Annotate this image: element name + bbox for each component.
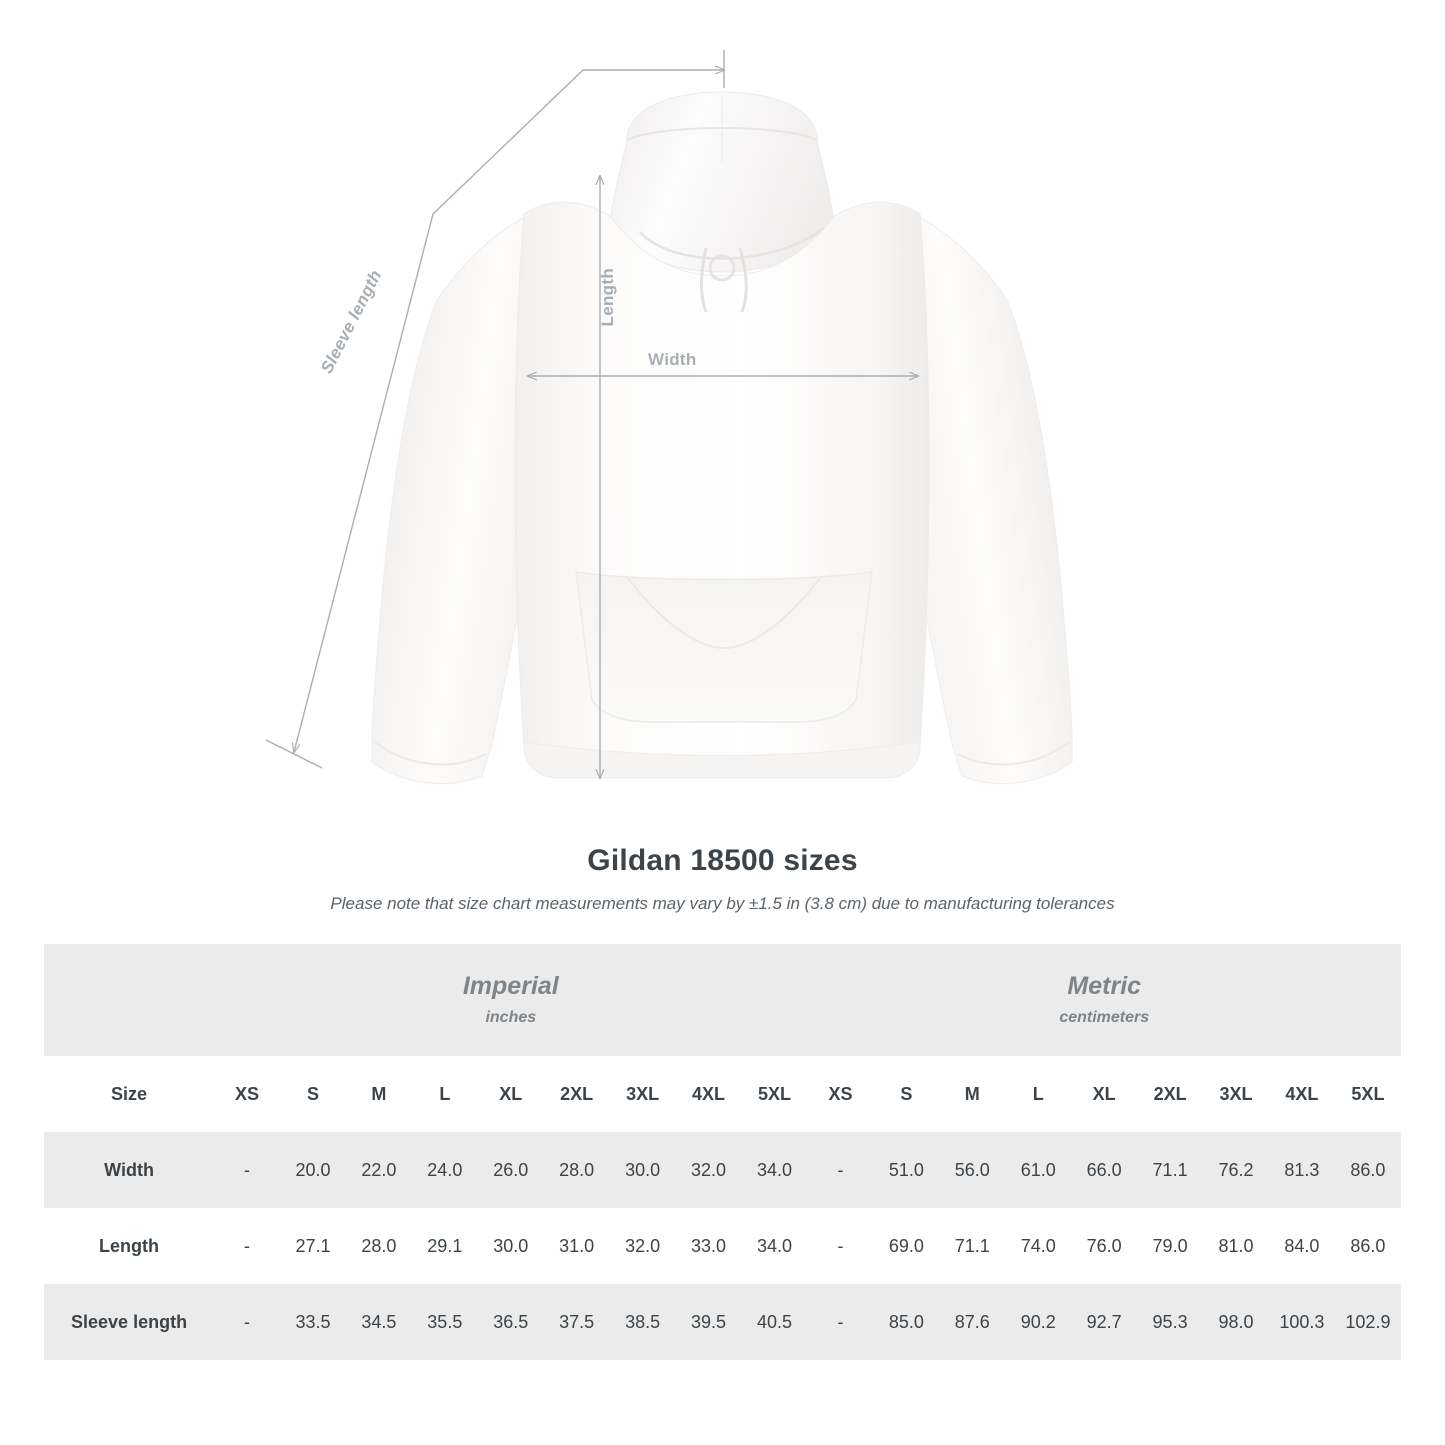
unit-header-imperial	[214, 944, 807, 1056]
column-header-imperial-xl: XL	[478, 1056, 544, 1132]
cell-sleeve-imperial-m: 34.5	[346, 1284, 412, 1360]
length-dimension-label: Length	[598, 268, 617, 327]
cell-length-imperial-s: 27.1	[280, 1208, 346, 1284]
cell-sleeve-imperial-4xl: 39.5	[676, 1284, 742, 1360]
page-title: Gildan 18500 sizes	[587, 844, 858, 877]
cell-sleeve-imperial-3xl: 38.5	[610, 1284, 676, 1360]
row-label-sleeve-length: Sleeve length	[44, 1284, 214, 1360]
cell-length-imperial-xs: -	[214, 1208, 280, 1284]
cell-width-imperial-3xl: 30.0	[610, 1132, 676, 1208]
table-row	[44, 1132, 1401, 1208]
tolerance-note: Please note that size chart measurements may vary by ±1.5 in (3.8 cm) due to manufacturing tolerances	[330, 894, 1115, 913]
column-header-metric-xs: XS	[808, 1056, 874, 1132]
column-header-metric-l: L	[1005, 1056, 1071, 1132]
cell-sleeve-metric-xs: -	[808, 1284, 874, 1360]
cell-width-imperial-4xl: 32.0	[676, 1132, 742, 1208]
cell-length-imperial-4xl: 33.0	[676, 1208, 742, 1284]
column-header-metric-s: S	[873, 1056, 939, 1132]
cell-length-imperial-xl: 30.0	[478, 1208, 544, 1284]
cell-sleeve-imperial-2xl: 37.5	[544, 1284, 610, 1360]
cell-width-imperial-5xl: 34.0	[741, 1132, 807, 1208]
cell-length-imperial-m: 28.0	[346, 1208, 412, 1284]
cell-length-metric-2xl: 79.0	[1137, 1208, 1203, 1284]
cell-width-metric-xs: -	[808, 1132, 874, 1208]
column-header-imperial-4xl: 4XL	[676, 1056, 742, 1132]
cell-sleeve-metric-5xl: 102.9	[1335, 1284, 1401, 1360]
cell-width-metric-xl: 66.0	[1071, 1132, 1137, 1208]
cell-sleeve-imperial-l: 35.5	[412, 1284, 478, 1360]
cell-width-metric-4xl: 81.3	[1269, 1132, 1335, 1208]
cell-sleeve-imperial-s: 33.5	[280, 1284, 346, 1360]
unit-name-metric: Metric	[1067, 972, 1142, 1001]
cell-sleeve-metric-m: 87.6	[939, 1284, 1005, 1360]
cell-length-imperial-2xl: 31.0	[544, 1208, 610, 1284]
column-header-size: Size	[44, 1056, 214, 1132]
cell-sleeve-imperial-xs: -	[214, 1284, 280, 1360]
size-header-row	[44, 1056, 1401, 1132]
cell-length-metric-3xl: 81.0	[1203, 1208, 1269, 1284]
unit-sub-metric: centimeters	[1059, 1008, 1150, 1026]
cell-width-imperial-m: 22.0	[346, 1132, 412, 1208]
width-dimension-label: Width	[648, 350, 697, 369]
table-row	[44, 1284, 1401, 1360]
cell-width-metric-3xl: 76.2	[1203, 1132, 1269, 1208]
cell-length-imperial-l: 29.1	[412, 1208, 478, 1284]
cell-length-metric-m: 71.1	[939, 1208, 1005, 1284]
unit-header-metric	[808, 944, 1402, 1056]
column-header-metric-2xl: 2XL	[1137, 1056, 1203, 1132]
column-header-imperial-3xl: 3XL	[610, 1056, 676, 1132]
cell-length-metric-xl: 76.0	[1071, 1208, 1137, 1284]
column-header-metric-m: M	[939, 1056, 1005, 1132]
sleeve-length-dimension-label: Sleeve length	[317, 266, 386, 377]
cell-sleeve-metric-s: 85.0	[873, 1284, 939, 1360]
table-row	[44, 1208, 1401, 1284]
cell-sleeve-metric-4xl: 100.3	[1269, 1284, 1335, 1360]
column-header-metric-5xl: 5XL	[1335, 1056, 1401, 1132]
title-block	[0, 844, 1445, 914]
cell-length-metric-s: 69.0	[873, 1208, 939, 1284]
column-header-imperial-s: S	[280, 1056, 346, 1132]
cell-sleeve-metric-xl: 92.7	[1071, 1284, 1137, 1360]
cell-sleeve-imperial-xl: 36.5	[478, 1284, 544, 1360]
column-header-imperial-2xl: 2XL	[544, 1056, 610, 1132]
column-header-imperial-xs: XS	[214, 1056, 280, 1132]
size-table	[44, 944, 1401, 1360]
cell-sleeve-imperial-5xl: 40.5	[741, 1284, 807, 1360]
cell-width-metric-2xl: 71.1	[1137, 1132, 1203, 1208]
row-label-width: Width	[44, 1132, 214, 1208]
cell-width-imperial-xl: 26.0	[478, 1132, 544, 1208]
unit-name-imperial: Imperial	[462, 972, 559, 1001]
unit-sub-imperial: inches	[485, 1008, 537, 1026]
cell-width-imperial-2xl: 28.0	[544, 1132, 610, 1208]
column-header-metric-xl: XL	[1071, 1056, 1137, 1132]
cell-length-metric-l: 74.0	[1005, 1208, 1071, 1284]
cell-length-metric-xs: -	[808, 1208, 874, 1284]
cell-length-metric-5xl: 86.0	[1335, 1208, 1401, 1284]
column-header-metric-3xl: 3XL	[1203, 1056, 1269, 1132]
cell-width-metric-l: 61.0	[1005, 1132, 1071, 1208]
cell-width-metric-5xl: 86.0	[1335, 1132, 1401, 1208]
row-label-length: Length	[44, 1208, 214, 1284]
column-header-imperial-m: M	[346, 1056, 412, 1132]
column-header-imperial-l: L	[412, 1056, 478, 1132]
cell-width-imperial-xs: -	[214, 1132, 280, 1208]
cell-length-metric-4xl: 84.0	[1269, 1208, 1335, 1284]
cell-width-imperial-l: 24.0	[412, 1132, 478, 1208]
cell-sleeve-metric-3xl: 98.0	[1203, 1284, 1269, 1360]
column-header-metric-4xl: 4XL	[1269, 1056, 1335, 1132]
cell-length-imperial-3xl: 32.0	[610, 1208, 676, 1284]
cell-width-metric-s: 51.0	[873, 1132, 939, 1208]
size-table-wrapper	[44, 944, 1401, 1360]
unit-header-spacer	[44, 944, 214, 1056]
cell-width-imperial-s: 20.0	[280, 1132, 346, 1208]
cell-width-metric-m: 56.0	[939, 1132, 1005, 1208]
cell-sleeve-metric-l: 90.2	[1005, 1284, 1071, 1360]
column-header-imperial-5xl: 5XL	[741, 1056, 807, 1132]
unit-header-row	[44, 944, 1401, 1056]
cell-length-imperial-5xl: 34.0	[741, 1208, 807, 1284]
cell-sleeve-metric-2xl: 95.3	[1137, 1284, 1203, 1360]
